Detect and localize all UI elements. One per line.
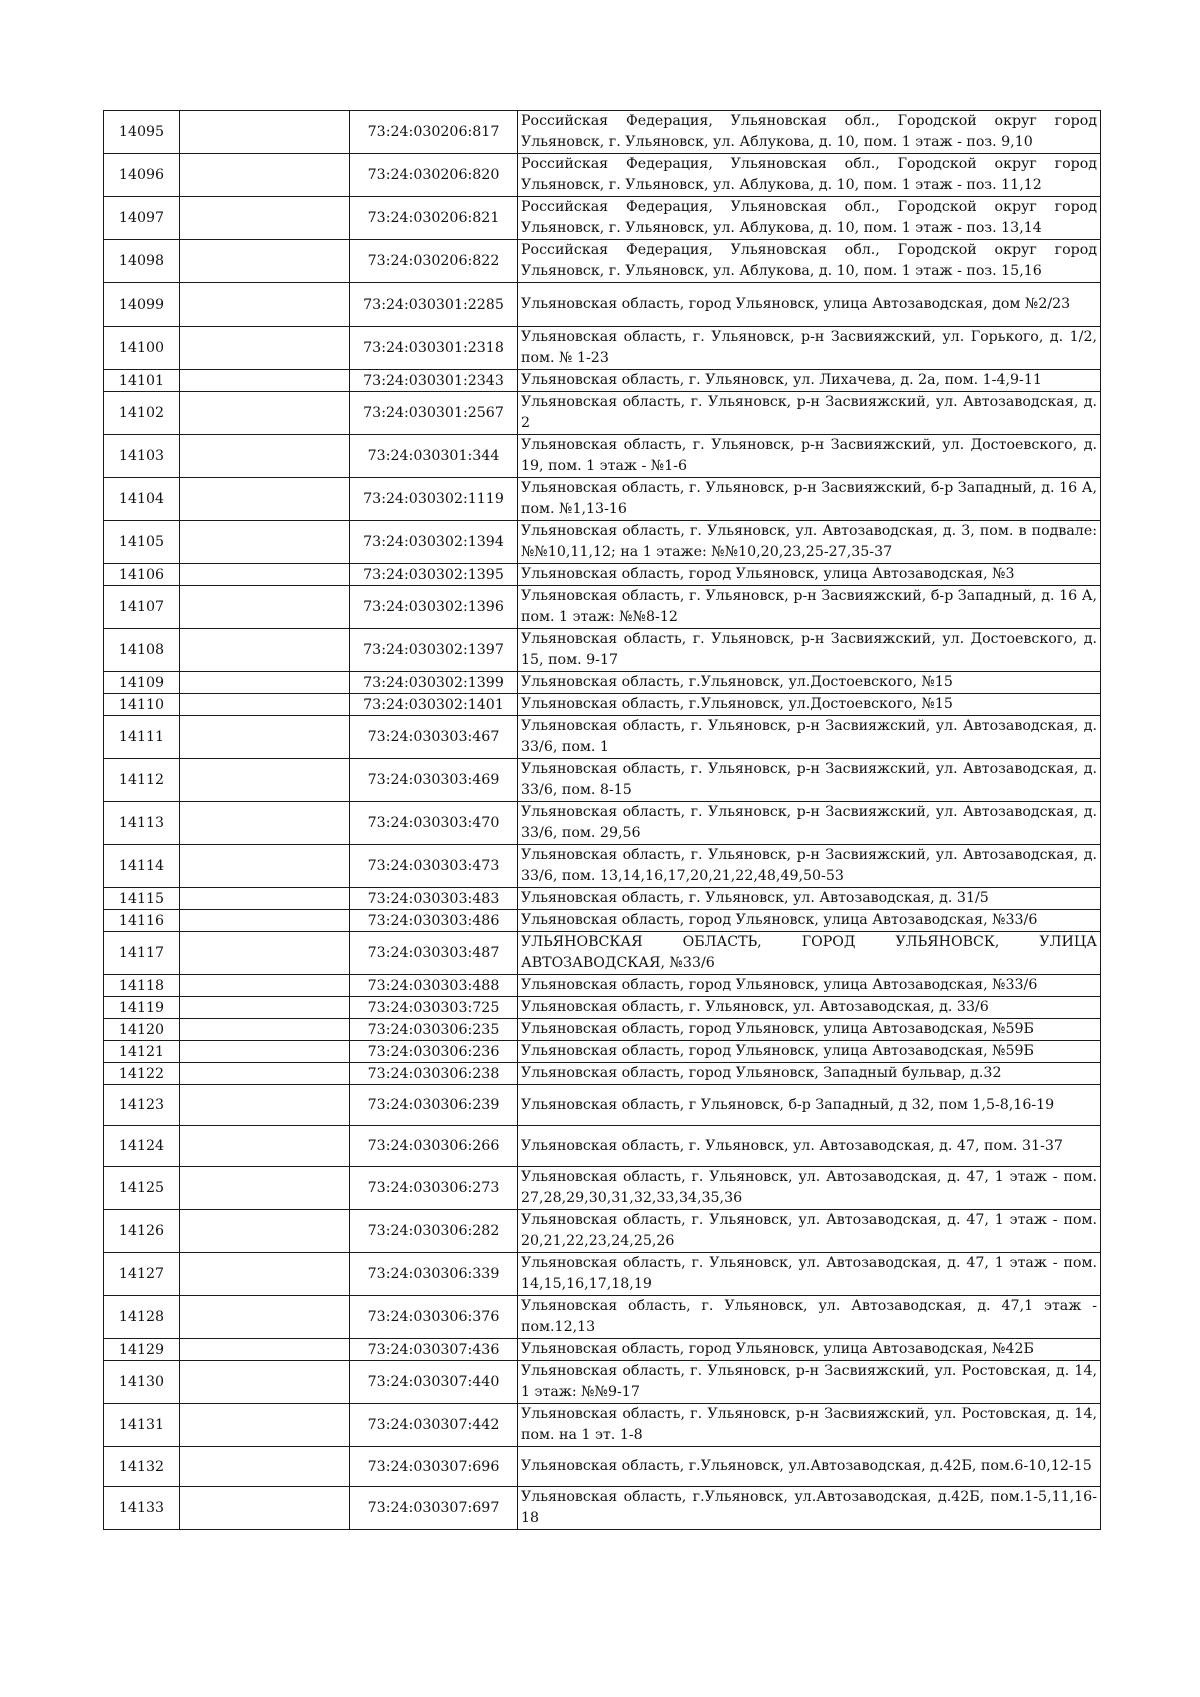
address-cell: Ульяновская область, г. Ульяновск, р-н Засвияжский, ул. Горького, д. 1/2, пом. № 1-23 (518, 327, 1101, 370)
row-number-cell: 14111 (104, 716, 180, 759)
row-number-cell: 14119 (104, 997, 180, 1019)
owner-cell (180, 932, 350, 975)
owner-cell (180, 694, 350, 716)
row-number-cell: 14107 (104, 586, 180, 629)
address-cell: Ульяновская область, город Ульяновск, улица Автозаводская, №3 (518, 564, 1101, 586)
table-row (104, 1404, 1101, 1447)
owner-cell (180, 1019, 350, 1041)
row-number-cell: 14104 (104, 478, 180, 521)
table-row (104, 888, 1101, 910)
row-number-cell: 14120 (104, 1019, 180, 1041)
cadastral-number-cell: 73:24:030307:697 (350, 1487, 518, 1530)
table-row (104, 910, 1101, 932)
table-row (104, 975, 1101, 997)
address-cell: Российская Федерация, Ульяновская обл., Городской округ город Ульяновск, г. Ульяновск, ул. Аблукова, д. 10, пом. 1 этаж - поз. 9,10 (518, 111, 1101, 154)
cadastral-number-cell: 73:24:030302:1396 (350, 586, 518, 629)
address-cell: Ульяновская область, г. Ульяновск, ул. Автозаводская, д. 47, 1 этаж - пом. 20,21,22,23,24,25,26 (518, 1210, 1101, 1253)
row-number-cell: 14099 (104, 283, 180, 327)
cadastral-number-cell: 73:24:030301:2318 (350, 327, 518, 370)
cadastral-number-cell: 73:24:030303:469 (350, 759, 518, 802)
table-row (104, 1063, 1101, 1085)
owner-cell (180, 1085, 350, 1126)
cadastral-number-cell: 73:24:030206:822 (350, 240, 518, 283)
owner-cell (180, 759, 350, 802)
row-number-cell: 14118 (104, 975, 180, 997)
address-cell: Ульяновская область, город Ульяновск, улица Автозаводская, №59Б (518, 1019, 1101, 1041)
row-number-cell: 14121 (104, 1041, 180, 1063)
owner-cell (180, 1126, 350, 1167)
address-cell: Ульяновская область, г. Ульяновск, ул. Автозаводская, д. 47, 1 этаж - пом. 27,28,29,30,31,32,33,34,35,36 (518, 1167, 1101, 1210)
table-row (104, 694, 1101, 716)
address-cell: Ульяновская область, г. Ульяновск, р-н Засвияжский, б-р Западный, д. 16 А, пом. №1,13-16 (518, 478, 1101, 521)
row-number-cell: 14124 (104, 1126, 180, 1167)
table-row (104, 759, 1101, 802)
address-cell: Ульяновская область, город Ульяновск, улица Автозаводская, №42Б (518, 1339, 1101, 1361)
owner-cell (180, 154, 350, 197)
owner-cell (180, 392, 350, 435)
address-cell: Российская Федерация, Ульяновская обл., Городской округ город Ульяновск, г. Ульяновск, ул. Аблукова, д. 10, пом. 1 этаж - поз. 15,16 (518, 240, 1101, 283)
cadastral-number-cell: 73:24:030306:266 (350, 1126, 518, 1167)
row-number-cell: 14115 (104, 888, 180, 910)
cadastral-number-cell: 73:24:030301:2343 (350, 370, 518, 392)
cadastral-number-cell: 73:24:030306:236 (350, 1041, 518, 1063)
table-row (104, 154, 1101, 197)
table-row (104, 1487, 1101, 1530)
table-row (104, 1167, 1101, 1210)
owner-cell (180, 629, 350, 672)
table-row (104, 1210, 1101, 1253)
cadastral-number-cell: 73:24:030302:1399 (350, 672, 518, 694)
cadastral-number-cell: 73:24:030302:1394 (350, 521, 518, 564)
table-row (104, 564, 1101, 586)
address-cell: Ульяновская область, г.Ульяновск, ул.Достоевского, №15 (518, 694, 1101, 716)
address-cell: Ульяновская область, г Ульяновск, б-р Западный, д 32, пом 1,5-8,16-19 (518, 1085, 1101, 1126)
registry-table (103, 110, 1101, 1530)
table-row (104, 1253, 1101, 1296)
row-number-cell: 14128 (104, 1296, 180, 1339)
table-row (104, 1361, 1101, 1404)
owner-cell (180, 672, 350, 694)
table-row (104, 586, 1101, 629)
cadastral-number-cell: 73:24:030306:339 (350, 1253, 518, 1296)
address-cell: Ульяновская область, г. Ульяновск, р-н Засвияжский, ул. Автозаводская, д. 33/6, пом. 13,14,16,17,20,21,22,48,49,50-53 (518, 845, 1101, 888)
owner-cell (180, 197, 350, 240)
address-cell: Ульяновская область, г. Ульяновск, ул. Автозаводская, д. 3, пом. в подвале: №№10,11,12; на 1 этаже: №№10,20,23,25-27,35-37 (518, 521, 1101, 564)
owner-cell (180, 370, 350, 392)
cadastral-number-cell: 73:24:030303:487 (350, 932, 518, 975)
owner-cell (180, 478, 350, 521)
cadastral-number-cell: 73:24:030303:486 (350, 910, 518, 932)
row-number-cell: 14105 (104, 521, 180, 564)
row-number-cell: 14096 (104, 154, 180, 197)
cadastral-number-cell: 73:24:030303:488 (350, 975, 518, 997)
address-cell: Ульяновская область, г. Ульяновск, р-н Засвияжский, ул. Автозаводская, д. 33/6, пом. 29,56 (518, 802, 1101, 845)
address-cell: Ульяновская область, г.Ульяновск, ул.Достоевского, №15 (518, 672, 1101, 694)
table-row (104, 1447, 1101, 1487)
table-row (104, 392, 1101, 435)
row-number-cell: 14103 (104, 435, 180, 478)
cadastral-number-cell: 73:24:030306:282 (350, 1210, 518, 1253)
address-cell: Ульяновская область, г. Ульяновск, р-н Засвияжский, ул. Автозаводская, д. 33/6, пом. 1 (518, 716, 1101, 759)
cadastral-number-cell: 73:24:030307:440 (350, 1361, 518, 1404)
cadastral-number-cell: 73:24:030303:467 (350, 716, 518, 759)
table-row (104, 521, 1101, 564)
row-number-cell: 14097 (104, 197, 180, 240)
cadastral-number-cell: 73:24:030302:1401 (350, 694, 518, 716)
row-number-cell: 14101 (104, 370, 180, 392)
address-cell: Ульяновская область, г. Ульяновск, ул. Лихачева, д. 2а, пом. 1-4,9-11 (518, 370, 1101, 392)
owner-cell (180, 802, 350, 845)
row-number-cell: 14117 (104, 932, 180, 975)
table-row (104, 802, 1101, 845)
address-cell: Ульяновская область, город Ульяновск, улица Автозаводская, №33/6 (518, 910, 1101, 932)
address-cell: Ульяновская область, город Ульяновск, улица Автозаводская, №59Б (518, 1041, 1101, 1063)
table-row (104, 240, 1101, 283)
cadastral-number-cell: 73:24:030206:817 (350, 111, 518, 154)
row-number-cell: 14102 (104, 392, 180, 435)
cadastral-number-cell: 73:24:030303:725 (350, 997, 518, 1019)
cadastral-number-cell: 73:24:030301:2567 (350, 392, 518, 435)
row-number-cell: 14127 (104, 1253, 180, 1296)
owner-cell (180, 888, 350, 910)
table-row (104, 672, 1101, 694)
address-cell: Ульяновская область, г. Ульяновск, р-н Засвияжский, ул. Ростовская, д. 14, 1 этаж: №№9-17 (518, 1361, 1101, 1404)
cadastral-number-cell: 73:24:030306:273 (350, 1167, 518, 1210)
owner-cell (180, 1210, 350, 1253)
row-number-cell: 14126 (104, 1210, 180, 1253)
row-number-cell: 14131 (104, 1404, 180, 1447)
table-row (104, 716, 1101, 759)
registry-table-body (104, 111, 1101, 1530)
table-row (104, 1041, 1101, 1063)
address-cell: Ульяновская область, г.Ульяновск, ул.Автозаводская, д.42Б, пом.1-5,11,16-18 (518, 1487, 1101, 1530)
table-row (104, 1085, 1101, 1126)
address-cell: Российская Федерация, Ульяновская обл., Городской округ город Ульяновск, г. Ульяновск, ул. Аблукова, д. 10, пом. 1 этаж - поз. 11,12 (518, 154, 1101, 197)
row-number-cell: 14100 (104, 327, 180, 370)
table-row (104, 370, 1101, 392)
row-number-cell: 14122 (104, 1063, 180, 1085)
owner-cell (180, 1296, 350, 1339)
table-row (104, 435, 1101, 478)
address-cell: Ульяновская область, г. Ульяновск, р-н Засвияжский, ул. Достоевского, д. 15, пом. 9-17 (518, 629, 1101, 672)
owner-cell (180, 435, 350, 478)
table-row (104, 629, 1101, 672)
row-number-cell: 14113 (104, 802, 180, 845)
cadastral-number-cell: 73:24:030302:1397 (350, 629, 518, 672)
owner-cell (180, 716, 350, 759)
cadastral-number-cell: 73:24:030303:473 (350, 845, 518, 888)
row-number-cell: 14130 (104, 1361, 180, 1404)
row-number-cell: 14112 (104, 759, 180, 802)
cadastral-number-cell: 73:24:030307:442 (350, 1404, 518, 1447)
row-number-cell: 14098 (104, 240, 180, 283)
row-number-cell: 14095 (104, 111, 180, 154)
address-cell: Ульяновская область, г. Ульяновск, ул. Автозаводская, д. 47, пом. 31-37 (518, 1126, 1101, 1167)
cadastral-number-cell: 73:24:030307:696 (350, 1447, 518, 1487)
owner-cell (180, 1253, 350, 1296)
cadastral-number-cell: 73:24:030206:821 (350, 197, 518, 240)
owner-cell (180, 1063, 350, 1085)
row-number-cell: 14129 (104, 1339, 180, 1361)
owner-cell (180, 564, 350, 586)
row-number-cell: 14109 (104, 672, 180, 694)
owner-cell (180, 521, 350, 564)
address-cell: Ульяновская область, город Ульяновск, улица Автозаводская, дом №2/23 (518, 283, 1101, 327)
cadastral-number-cell: 73:24:030307:436 (350, 1339, 518, 1361)
cadastral-number-cell: 73:24:030301:344 (350, 435, 518, 478)
address-cell: Ульяновская область, г. Ульяновск, ул. Автозаводская, д. 31/5 (518, 888, 1101, 910)
address-cell: Ульяновская область, город Ульяновск, Западный бульвар, д.32 (518, 1063, 1101, 1085)
cadastral-number-cell: 73:24:030206:820 (350, 154, 518, 197)
owner-cell (180, 111, 350, 154)
table-row (104, 283, 1101, 327)
address-cell: Ульяновская область, г. Ульяновск, ул. Автозаводская, д. 47,1 этаж - пом.12,13 (518, 1296, 1101, 1339)
owner-cell (180, 1167, 350, 1210)
owner-cell (180, 910, 350, 932)
address-cell: Российская Федерация, Ульяновская обл., Городской округ город Ульяновск, г. Ульяновск, ул. Аблукова, д. 10, пом. 1 этаж - поз. 13,14 (518, 197, 1101, 240)
table-row (104, 932, 1101, 975)
cadastral-number-cell: 73:24:030302:1119 (350, 478, 518, 521)
address-cell: УЛЬЯНОВСКАЯ ОБЛАСТЬ, ГОРОД УЛЬЯНОВСК, УЛИЦА АВТОЗАВОДСКАЯ, №33/6 (518, 932, 1101, 975)
owner-cell (180, 1339, 350, 1361)
row-number-cell: 14110 (104, 694, 180, 716)
row-number-cell: 14106 (104, 564, 180, 586)
address-cell: Ульяновская область, г. Ульяновск, р-н Засвияжский, ул. Достоевского, д. 19, пом. 1 этаж - №1-6 (518, 435, 1101, 478)
row-number-cell: 14116 (104, 910, 180, 932)
address-cell: Ульяновская область, г. Ульяновск, ул. Автозаводская, д. 33/6 (518, 997, 1101, 1019)
cadastral-number-cell: 73:24:030306:239 (350, 1085, 518, 1126)
cadastral-number-cell: 73:24:030301:2285 (350, 283, 518, 327)
table-row (104, 478, 1101, 521)
owner-cell (180, 975, 350, 997)
table-row (104, 845, 1101, 888)
owner-cell (180, 1487, 350, 1530)
address-cell: Ульяновская область, г. Ульяновск, р-н Засвияжский, ул. Автозаводская, д. 2 (518, 392, 1101, 435)
address-cell: Ульяновская область, г.Ульяновск, ул.Автозаводская, д.42Б, пом.6-10,12-15 (518, 1447, 1101, 1487)
address-cell: Ульяновская область, г. Ульяновск, р-н Засвияжский, ул. Автозаводская, д. 33/6, пом. 8-15 (518, 759, 1101, 802)
owner-cell (180, 997, 350, 1019)
cadastral-number-cell: 73:24:030303:470 (350, 802, 518, 845)
row-number-cell: 14132 (104, 1447, 180, 1487)
table-row (104, 997, 1101, 1019)
cadastral-number-cell: 73:24:030306:235 (350, 1019, 518, 1041)
table-row (104, 327, 1101, 370)
row-number-cell: 14133 (104, 1487, 180, 1530)
owner-cell (180, 1447, 350, 1487)
table-row (104, 1339, 1101, 1361)
table-row (104, 1296, 1101, 1339)
table-row (104, 197, 1101, 240)
cadastral-number-cell: 73:24:030302:1395 (350, 564, 518, 586)
row-number-cell: 14108 (104, 629, 180, 672)
owner-cell (180, 240, 350, 283)
owner-cell (180, 283, 350, 327)
table-row (104, 1019, 1101, 1041)
cadastral-number-cell: 73:24:030303:483 (350, 888, 518, 910)
owner-cell (180, 1404, 350, 1447)
owner-cell (180, 586, 350, 629)
row-number-cell: 14114 (104, 845, 180, 888)
table-row (104, 1126, 1101, 1167)
table-row (104, 111, 1101, 154)
cadastral-number-cell: 73:24:030306:238 (350, 1063, 518, 1085)
owner-cell (180, 845, 350, 888)
cadastral-number-cell: 73:24:030306:376 (350, 1296, 518, 1339)
owner-cell (180, 1361, 350, 1404)
address-cell: Ульяновская область, г. Ульяновск, р-н Засвияжский, б-р Западный, д. 16 А, пом. 1 этаж: №№8-12 (518, 586, 1101, 629)
address-cell: Ульяновская область, г. Ульяновск, ул. Автозаводская, д. 47, 1 этаж - пом. 14,15,16,17,18,19 (518, 1253, 1101, 1296)
owner-cell (180, 327, 350, 370)
address-cell: Ульяновская область, г. Ульяновск, р-н Засвияжский, ул. Ростовская, д. 14, пом. на 1 эт. 1-8 (518, 1404, 1101, 1447)
row-number-cell: 14125 (104, 1167, 180, 1210)
row-number-cell: 14123 (104, 1085, 180, 1126)
owner-cell (180, 1041, 350, 1063)
address-cell: Ульяновская область, город Ульяновск, улица Автозаводская, №33/6 (518, 975, 1101, 997)
